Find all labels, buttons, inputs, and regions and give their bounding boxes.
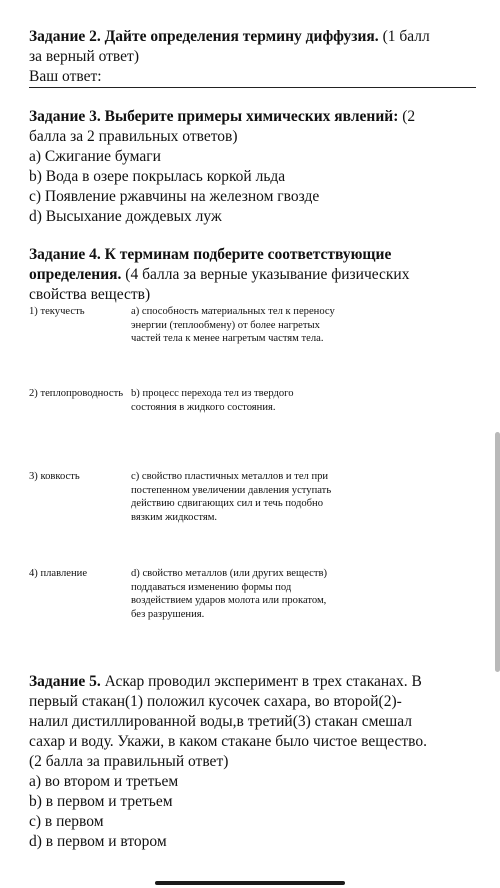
task-5-title: Задание 5. bbox=[29, 673, 101, 690]
definition-c-line: вязким жидкостям. bbox=[131, 511, 218, 523]
task-5-text: Аскар проводил эксперимент в трех стаканах. В bbox=[100, 673, 422, 690]
task-2-heading bbox=[29, 27, 476, 47]
definition-a-line: а) способность материальных тел к переносу bbox=[131, 306, 335, 317]
task-5-text-line: сахар и воду. Укажи, в каком стакане было чистое вещество. bbox=[29, 733, 427, 750]
task-5-option-a[interactable]: а) во втором и третьем bbox=[29, 773, 179, 790]
task-5 bbox=[29, 672, 476, 852]
definition-b-line: b) процесс перехода тел из твердого bbox=[131, 388, 294, 399]
task-3-option-c[interactable]: c) Появление ржавчины на железном гвозде bbox=[29, 188, 320, 205]
task-3-title: Задание 3. Выберите примеры химических явлений: bbox=[29, 108, 399, 125]
task-3-points: (2 bbox=[398, 108, 416, 125]
definition-c bbox=[131, 470, 379, 524]
task-5-text-line: налил дистиллированной воды,в третий(3) стакан смешал bbox=[29, 713, 412, 730]
definition-b-line: состояния в жидкого состояния. bbox=[131, 401, 276, 413]
task-3-heading bbox=[29, 107, 476, 127]
task-4-points-cont: свойства веществ) bbox=[29, 286, 151, 303]
definition-d-line: d) свойство металлов (или других веществ) bbox=[131, 568, 327, 579]
task-5-option-d[interactable]: d) в первом и втором bbox=[29, 833, 167, 850]
definition-d-line: без разрушения. bbox=[131, 608, 205, 620]
definition-d bbox=[131, 567, 379, 621]
definition-b bbox=[131, 387, 379, 414]
task-4-title: Задание 4. К терминам подберите соответствующие bbox=[29, 246, 392, 263]
task-5-text-line: первый стакан(1) положил кусочек сахара, во второй(2)- bbox=[29, 693, 402, 710]
task-5-points: (2 балла за правильный ответ) bbox=[29, 753, 229, 770]
definition-a-line: частей тела к менее нагретым частям тела. bbox=[131, 333, 324, 344]
task-4-title-line-1 bbox=[29, 245, 476, 265]
task-3-option-d[interactable]: d) Высыхание дождевых луж bbox=[29, 208, 222, 225]
definition-a bbox=[131, 305, 379, 346]
definition-d-line: воздействием ударов молота или прокатом, bbox=[131, 595, 327, 606]
task-3-option-b[interactable]: b) Вода в озере покрылась коркой льда bbox=[29, 168, 286, 185]
task-5-option-b[interactable]: b) в первом и третьем bbox=[29, 793, 173, 810]
definition-c-line: постепенном увеличении давления уступать bbox=[131, 484, 332, 496]
task-3 bbox=[29, 107, 476, 227]
task-4 bbox=[29, 245, 476, 305]
term-2: 2) теплопроводность bbox=[29, 388, 124, 399]
home-indicator[interactable] bbox=[155, 881, 345, 885]
task-3-points-cont: балла за 2 правильных ответов) bbox=[29, 128, 238, 145]
task-5-line-1 bbox=[29, 672, 476, 692]
task-4-points: (4 балла за верные указывание физических bbox=[121, 266, 410, 283]
term-4: 4) плавление bbox=[29, 568, 88, 579]
task-2-answer-field[interactable]: Ваш ответ: bbox=[29, 67, 476, 88]
term-1: 1) текучесть bbox=[29, 306, 85, 317]
task-5-option-c[interactable]: с) в первом bbox=[29, 813, 104, 830]
task-2-points: (1 балл bbox=[378, 28, 430, 45]
task-2-title: Задание 2. Дайте определения термину диффузия. bbox=[29, 28, 379, 45]
task-4-title-line-2 bbox=[29, 265, 476, 285]
task-2 bbox=[29, 27, 476, 88]
scrollbar[interactable] bbox=[495, 432, 500, 672]
task-4-title-cont: определения. bbox=[29, 266, 122, 283]
task-2-points-cont: за верный ответ) bbox=[29, 48, 139, 65]
task-3-option-a[interactable]: а) Сжигание бумаги bbox=[29, 148, 161, 165]
definition-d-line: поддаваться изменению формы под bbox=[131, 581, 292, 593]
definition-a-line: энергии (теплообмену) от более нагретых bbox=[131, 319, 320, 331]
definition-c-line: с) свойство пластичных металлов и тел при bbox=[131, 471, 329, 482]
definition-c-line: действию сдвигающих сил и течь подобно bbox=[131, 498, 324, 509]
term-3: 3) ковкость bbox=[29, 471, 80, 482]
